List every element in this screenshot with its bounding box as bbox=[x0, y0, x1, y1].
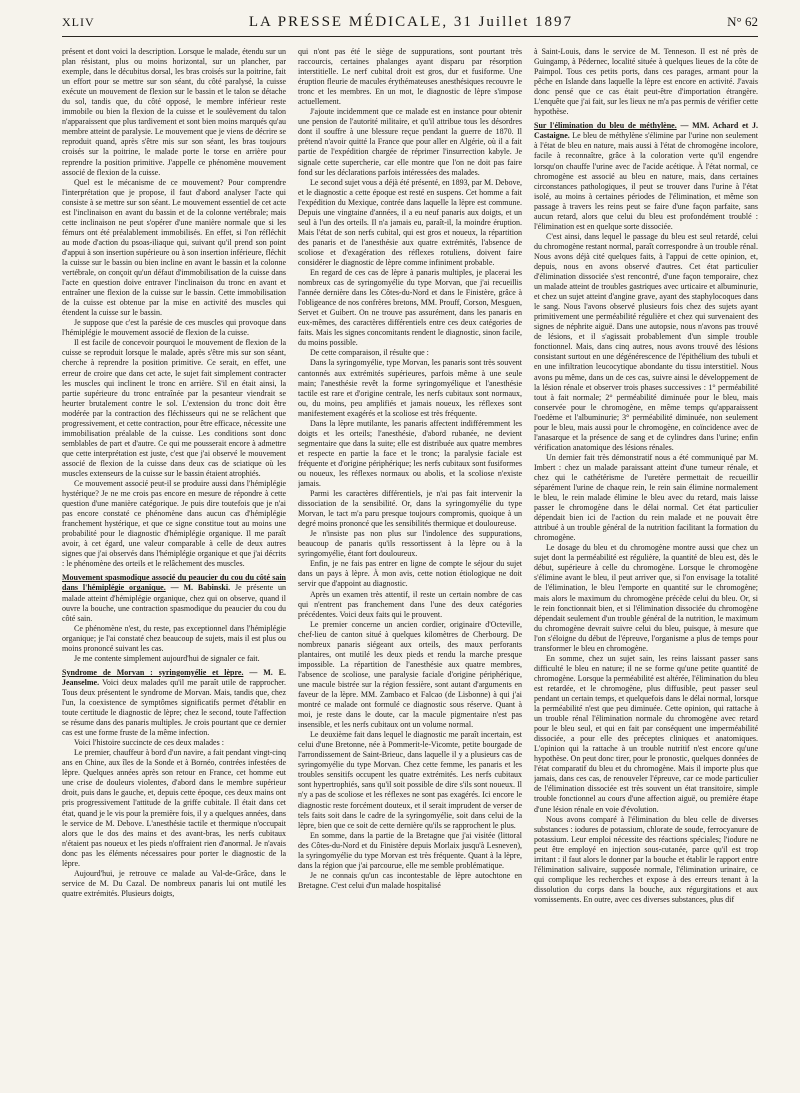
body-paragraph: Le dosage du bleu et du chromogène montre aussi que chez un sujet dont la perméabilité est régulière, la quantité de bleu est, dès le début, supérieure à celle du chromogène. Lorsque le chromogène s'élimine avant le bleu, il peut arriver que, si l'on envisage la totalité de l'élimination, le bleu l'emporte en quantité sur le chromogène; mais alors le maximum du chromogène précède celui du bleu. Or, si le rein fonctionnait bien, et si l'élimination dissociée du chromogène dépendait seulement d'un trouble général de la nutrition, le maximum du chromogène devrait suivre celui du bleu, puisque, à mesure que l'on s'éloigne du début de l'épreuve, l'organisme a plus de temps pour transformer le bleu en chromogène. bbox=[534, 543, 758, 653]
section-author: — MM. Achard et J. Castaigne. bbox=[534, 121, 758, 141]
page-roman-numeral: XLIV bbox=[62, 15, 95, 29]
issue-number: N° 62 bbox=[727, 14, 758, 29]
section-author: — M. E. Jeanselme. bbox=[62, 667, 286, 687]
body-paragraph: Parmi les caractères différentiels, je n'ai pas fait intervenir la dissociation de la sensibilité. Or, dans la syringomyélie du type Morvan, le tact m'a paru presque toujours compromis, quoique à un degré moins prononcé que les sensibilités thermique et douloureuse. bbox=[298, 489, 522, 529]
body-paragraph: Le deuxième fait dans lequel le diagnostic me paraît incertain, est celui d'une Bretonne, née à Pommerit-le-Vicomte, petite bourgade de l'arrondissement de Saint-Brieuc, dans laquelle il y a plusieurs cas de syringomyélie du type Morvan. Chez cette femme, les panaris et les troubles sensitifs occupent les quatre extrémités. Les nerfs cubitaux sont hypertrophiés, sans qu'il soit possible de dire s'ils sont noueux. Il n'y a pas de scoliose et les réflexes ne sont pas exagérés. Ici encore le diagnostic reste forcément douteux, et il serait imprudent de verser de tels faits soit dans le cadre de la syringomyélie, soit dans celui de la lèpre, bien que ce soit de cette dernière qu'ils se rapprochent le plus. bbox=[298, 730, 522, 830]
body-paragraph: Nous avons comparé à l'élimination du bleu celle de diverses substances : iodures de potassium, chlorate de soude, ferrocyanure de potassium. Leur emploi nécessite des réactions spéciales; l'iodure ne peut être employé en injection sous-cutanée, parce qu'il est trop irritant : il faut alors le donner par la bouche et établir le rapport entre l'élimination salivaire, supposée normale, l'élimination urinaire, ce qui complique les recherches et expose à des erreurs tenant à la dissolution du corps dans la bouche, aux régurgitations et aux vomissements. En outre, avec ces diverses substances, plus dif bbox=[534, 814, 758, 904]
body-paragraph: J'ajoute incidemment que ce malade est en instance pour obtenir une pension de l'autorité militaire, et qu'il attribue tous les désordres dont il souffre à une blessure reçue pendant la guerre de 1870. Il prétend n'avoir quitté la France que pour aller en Algérie, où il a fait partie de l'expédition chargée de réprimer l'insurrection kabyle. Je signale cette supercherie, car elle montre que l'on ne doit pas faire fond sur les déclarations parfois intéressées des malades. bbox=[298, 107, 522, 177]
section-body-text: Le bleu de méthylène s'élimine par l'urine non seulement à l'état de bleu en nature, mais aussi à l'état de chromogène incolore, facile à reconnaître, grâce à la coloration verte qu'il engendre lorsqu'on chauffe l'urine avec de l'acide acétique. À l'état normal, ce chromogène est associé au bleu en nature, mais, dans certaines circonstances pathologiques, il peut se trouver dans l'urine à l'état isolé, au moins à certaines périodes de l'élimination, et même son passage à travers les reins peut se faire d'une façon parfaite, sans aucun retard, alors que celui du bleu est profondément troublé : l'élimination est en quelque sorte dissociée. bbox=[534, 131, 758, 231]
section-body-text: Je présente un malade atteint d'hémiplégie organique, chez qui on observe, quand il ouvre la bouche, une contraction spasmodique du peaucier du cou du côté sain. bbox=[62, 583, 286, 623]
column-right bbox=[534, 47, 758, 1077]
body-paragraph: Dans la lèpre mutilante, les panaris affectent indifféremment les doigts et les orteils; l'anesthésie, d'abord rubanée, ne devient segmentaire que dans la suite; elle est distribuée aux quatre membres et respecte en partie la face et le tronc; la paralysie faciale est fréquente et d'origine périphérique; les nerfs cubitaux sont fusiformes ou noueux, les réflexes normaux ou abolis, et la scoliose n'existe jamais. bbox=[298, 418, 522, 489]
body-paragraph: En somme, chez un sujet sain, les reins laissant passer sans difficulté le bleu en nature; il ne se forme qu'une petite quantité de chromogène. Lorsque la perméabilité est altérée, l'élimination du bleu est retardée, et le chromogène, plus diffusible, peut passer seul pendant un certain temps, et quelquefois dans le délai normal, lorsque la perméabilité n'est que peu diminuée. Cette opinion, qui rattache à un trouble rénal l'élimination normale du chromogène avec retard pour le bleu seul, et qui en fait par conséquent une imperméabilité dissociée, a pour elle des préceptes cliniques et anatomiques. L'opinion qui la rattache à un trouble nutritif n'est encore qu'une hypothèse. On peut donc tirer, pour le pronostic, quelques données de l'état comparatif du bleu et du chromogène. Mais il importe plus que jamais, dans ces cas, de renouveler l'épreuve, car ce mode particulier de l'élimination dissociée est très souvent un état transitoire, simple trouble fonctionnel au cours d'une affection aiguë, ou première étape d'une lésion rénale en voie d'évolution. bbox=[534, 653, 758, 814]
text-columns bbox=[62, 47, 758, 1077]
section-title: Mouvement spasmodique associé du peaucier du cou du côté sain dans l'hémiplégie organique. bbox=[62, 573, 286, 593]
journal-title: LA PRESSE MÉDICALE, 31 Juillet 1897 bbox=[248, 14, 573, 30]
body-paragraph: Enfin, je ne fais pas entrer en ligne de compte le séjour du sujet dans un pays à lèpre. À mon avis, cette notion étiologique ne doit servir que d'appoint au diagnostic. bbox=[298, 559, 522, 589]
column-left bbox=[62, 47, 286, 1077]
body-paragraph: De cette comparaison, il résulte que : bbox=[310, 348, 429, 358]
section-title: Sur l'élimination du bleu de méthylène. bbox=[534, 121, 677, 131]
body-paragraph: Un dernier fait très démonstratif nous a été communiqué par M. Imbert : chez un malade paraissant atteint d'une tumeur rénale, et chez qui le cathétérisme de l'uretère permettait de recueillir séparément l'urine de chaque rein, le rein sain élimine normalement le bleu, le rein malade élimine le bleu avec du retard, mais laisse passer le chromogène dans le délai normal. Cet état particulier dépendait bien ici de l'action du rein malade et ne pouvait être attribué à un trouble général de la nutrition facilitant la formation du chromogène. bbox=[534, 452, 758, 543]
body-paragraph: à Saint-Louis, dans le service de M. Tenneson. Il est né près de Guingamp, à Pédernec, localité située à quelques lieues de la côte de Paimpol. Tous ces petits ports, dans ces parages, armant pour la pêche en Islande dans laquelle la lèpre est encore en activité. J'avais donc pensé que ce cas était peut-être d'importation étrangère. L'enquête que j'ai fait, sur les lieux ne m'a pas permis de vérifier cette hypothèse. bbox=[534, 47, 758, 117]
body-paragraph: Aujourd'hui, je retrouve ce malade au Val-de-Grâce, dans le service de M. Du Cazal. De nombreux panaris lui ont mutilé les quatre extrémités. Plusieurs doigts, bbox=[62, 868, 286, 898]
column-middle bbox=[298, 47, 522, 1077]
page-header bbox=[62, 14, 758, 37]
section-heading-paragraph bbox=[534, 121, 758, 232]
section-title: Syndrome de Morvan : syringomyélie et lèpre. bbox=[62, 667, 244, 677]
body-paragraph: Le premier concerne un ancien cordier, originaire d'Octeville, chef-lieu de canton situé à quelques kilomètres de Cherbourg. De nombreux panaris siégeant aux orteils, des maux perforants plantaires, ont mutilé les deux pieds et rendu la marche presque impossible. La répartition de l'anesthésie aux quatre membres, l'absence de scoliose, une paralysie faciale d'origine périphérique, une macule bistrée sur la région fessière, sont autant d'arguments en faveur de la lèpre. MM. Zambaco et Falcao (de Lisbonne) à qui j'ai montré ce malade ont formulé ce diagnostic sous réserve. Quant à moi, je reste dans le doute, car la macule pigmentaire n'est pas insensible, et les nerfs cubitaux ont un volume normal. bbox=[298, 619, 522, 730]
section-body-text: Voici deux malades qu'il me paraît utile de rapprocher. Tous deux présentent le syndrome de Morvan. Mais, tandis que, chez l'un, la coexistence de symptômes significatifs permet d'établir en toute certitude le diagnostic de lèpre; chez le second, toute l'affection se résume dans des panaris multiples. Je crois pourtant que ce dernier cas est une forme fruste de la même infection. bbox=[62, 677, 286, 738]
body-paragraph: Je suppose que c'est la parésie de ces muscles qui provoque dans l'hémiplégie le mouvement associé de flexion de la cuisse. bbox=[62, 318, 286, 338]
body-paragraph: En regard de ces cas de lèpre à panaris multiples, je placerai les nombreux cas de syringomyélie du type Morvan, que j'ai recueillis l'année dernière dans les Côtes-du-Nord et dans le Finistère, grâce à l'obligeance de nos confrères bretons, MM. Prouff, Corson, Mesguen, Servet et Guibert. On ne trouve pas assurément, dans les panaris en eux-mêmes, des caractères différentiels entre ces deux catégories de faits. Mais les signes concomitants rendent le diagnostic, sinon facile, du moins possible. bbox=[298, 268, 522, 348]
section-author: — M. Babinski. bbox=[170, 583, 231, 593]
body-paragraph: Je me contente simplement aujourd'hui de signaler ce fait. bbox=[74, 653, 260, 663]
body-paragraph: Après un examen très attentif, il reste un certain nombre de cas qui n'entrent pas franchement dans l'une des deux catégories précédentes. Voici deux faits qui le prouvent. bbox=[298, 589, 522, 619]
body-paragraph: Il est facile de concevoir pourquoi le mouvement de flexion de la cuisse se reproduit lorsque le malade, après s'être mis sur son séant, cherche à reprendre la position primitive. Ce serait, en effet, une erreur de croire que dans cet acte, le sujet fait simplement contracter les muscles qui inclinent le tronc en arrière. S'il en était ainsi, la partie supérieure du tronc entraînée par la pesanteur viendrait se heurter brutalement contre le sol. L'extension du tronc doit être modérée par la contraction des fléchisseurs qui ne se relâchent que progressivement, et cette contraction, pour être efficace, nécessite une immobilisation préalable de la cuisse. Les conditions sont donc semblables de part et d'autre. Ce qui me pousserait encore à admettre que cette interprétation est juste, c'est que j'ai observé le mouvement associé de flexion de la cuisse dans deux cas de sciatique où les muscles extenseurs de la cuisse sur le bassin étaient atrophiés. bbox=[62, 338, 286, 478]
body-paragraph: Ce mouvement associé peut-il se produire aussi dans l'hémiplégie hystérique? Je ne me crois pas encore en mesure de répondre à cette question d'une manière catégorique. Je puis dire toutefois que je n'ai pas encore constaté ce phénomène dans aucun cas d'hémiplégie franchement hystérique, et que ce signe constitue tout au moins une probabilité pour le diagnostic d'hémiplégie organique. Il me paraît avoir, à cet égard, une valeur comparable à celle de deux autres signes que j'ai observés dans l'hémiplégie organique et que j'ai décrits : le phénomène des orteils et le relâchement des muscles. bbox=[62, 479, 286, 569]
section-heading-paragraph bbox=[62, 573, 286, 623]
body-paragraph: Quel est le mécanisme de ce mouvement? Pour comprendre l'interprétation que je propose, il faut d'abord analyser l'acte qui consiste à se mettre sur son séant. Le mouvement essentiel de cet acte est l'inclinaison en avant du bassin et de la colonne vertébrale; mais cette inclinaison ne peut s'opérer d'une manière normale que si les fémurs ont été préalablement immobilisés. En effet, si l'on réfléchit au mode d'action du psoas-iliaque qui, suivant qu'il prend son point d'appui à son insertion supérieure ou à son insertion inférieure, fléchit la cuisse sur le bassin ou bien incline en avant le bassin et la colonne vertébrale, on conçoit qu'un défaut d'immobilisation de la cuisse dans l'acte en question doive entraver l'inclinaison du tronc en avant et entraîner une flexion de la cuisse sur le bassin. Cette immobilisation de la cuisse est obtenue par la mise en activité des muscles qui étendent la cuisse sur le bassin. bbox=[62, 177, 286, 318]
body-paragraph: Ce phénomène n'est, du reste, pas exceptionnel dans l'hémiplégie organique; je l'ai constaté chez beaucoup de sujets, mais il est plus ou moins prononcé suivant les cas. bbox=[62, 623, 286, 653]
body-paragraph: En somme, dans la partie de la Bretagne que j'ai visitée (littoral des Côtes-du-Nord et du Finistère depuis Morlaix jusqu'à Lesneven), la syringomyélie du type Morvan est très fréquente. Quant à la lèpre, dans la région que j'ai parcourue, elle me semble problématique. bbox=[298, 830, 522, 870]
body-paragraph: Je n'insiste pas non plus sur l'indolence des suppurations, beaucoup de panaris qu'ils ressortissent à la lèpre ou à la syringomyélie, étant fort douloureux. bbox=[298, 529, 522, 559]
body-paragraph: présent et dont voici la description. Lorsque le malade, étendu sur un plan résistant, plus ou moins horizontal, sur un plancher, par exemple, dans le décubitus dorsal, les bras croisés sur la poitrine, fait un effort pour se mettre sur son séant, du côté paralysé, la cuisse exécute un mouvement de flexion sur le bassin et le talon se détache du sol, tandis que, du côté opposé, le membre inférieur reste immobile ou bien la flexion de la cuisse et le soulèvement du talon n'apparaissent que plus tardivement et sont bien moins marqués qu'au membre atteint de paralysie. Le mouvement que je viens de décrire se reproduit quand, après s'être mis sur son séant, les bras toujours croisés sur la poitrine, le malade porte le torse en arrière pour reprendre la position primitive. J'appelle ce phénomène mouvement associé de flexion de la cuisse. bbox=[62, 47, 286, 177]
body-paragraph: qui n'ont pas été le siège de suppurations, sont pourtant très raccourcis, certaines phalanges ayant disparu par résorption interstitielle. Le nerf cubital droit est gros, dur et fusiforme. Une éruption fleurie de macules érythémateuses anesthésiques recouvre le tronc et les membres. En un mot, le diagnostic de lèpre s'impose actuellement. bbox=[298, 47, 522, 107]
section-heading-paragraph bbox=[62, 668, 286, 738]
body-paragraph: Je ne connais qu'un cas incontestable de lèpre autochtone en Bretagne. C'est celui d'un malade hospitalisé bbox=[298, 870, 522, 890]
body-paragraph: Le second sujet vous a déjà été présenté, en 1893, par M. Debove, et le diagnostic a cette époque est resté en suspens. Cet homme a fait l'expédition du Mexique, contrée dans laquelle la lèpre est commune. Depuis une vingtaine d'années, il a eu neuf panaris aux doigts, et un seul à l'un des orteils. Il n'a jamais eu, paraît-il, la moindre éruption. Mais l'état de son nerfs cubital, qui est gros et noueux, la répartition des panaris et de l'anesthésie aux quatre extrémités, l'absence de scoliose et d'exagération des réflexes rotuliens, doivent faire considérer le diagnostic de lèpre comme infiniment probable. bbox=[298, 177, 522, 267]
body-paragraph: Le premier, chauffeur à bord d'un navire, a fait pendant vingt-cinq ans en Chine, aux îles de la Sonde et à Bornéo, contrées infestées de lèpre. Quelques années après son retour en France, cet homme eut une crise de douleurs violentes, d'abord dans le membre supérieur droit, puis dans le gauche, et, depuis cette époque, ces deux mains ont pris progressivement l'attitude de la griffe cubitale. Il était dans cet état, quand je le vis pour la première fois, il y a quelques années, dans le service de M. Debove. L'anesthésie tactile et thermique n'occupait alors que le dos des mains et des avant-bras, les nerfs cubitaux n'étaient pas noueux et les pieds n'offraient rien d'anormal. Je n'avais donc pas les éléments nécessaires pour porter le diagnostic de la lèpre. bbox=[62, 748, 286, 868]
body-paragraph: C'est ainsi, dans lequel le passage du bleu est seul retardé, celui du chromogène restant normal, paraît correspondre à un trouble rénal. Nous avons déjà cité quelques faits, à l'appui de cette opinion, et, depuis, nous en avons observé d'autres. Cet état particulier d'élimination dissociée s'est rencontré, d'une façon temporaire, chez un malade atteint de troubles gastriques avec urticaire et albuminurie, et chez un sujet atteint d'angine grave, ayant des staphylocoques dans le sang. Nous l'avons observé plusieurs fois chez des sujets ayant primitivement une perméabilité régulière et chez qui survenaient des signes de néphrite aiguë. Dans une autopsie, nous n'avons pas trouvé de lésions, et il s'agissait probablement d'un simple trouble fonctionnel. Mais, dans cinq autres, nous avons trouvé des lésions consistant surtout en une dégénérescence de l'épithélium des tubuli et en une infiltration leucocytique abondante du tissu interstitiel. Nous avons pu même, dans un de ces cas, suivre ainsi le développement de la lésion rénale et observer trois phases successives : 1° perméabilité tout à fait normale; 2° perméabilité diminuée pour le bleu, mais conservée pour le chromogène, en même temps qu'apparaissent l'oedème et l'albuminurie; 3° perméabilité diminuée, non seulement pour le bleu, mais aussi pour le chromogène, en coïncidence avec de l'anasarque et la présence de sang et de cylindres dans l'urine; enfin vérification anatomique des lésions rénales. bbox=[534, 231, 758, 452]
body-paragraph: Dans la syringomyélie, type Morvan, les panaris sont très souvent cantonnés aux extrémités supérieures, parfois même à une seule main; l'anesthésie revêt la forme syringomyélique et l'anesthésie tactile est rare et d'origine centrale, les nerfs cubitaux sont normaux, ou, du moins, peu amplifiés et jamais noueux, les réflexes sont manifestement exagérés et la scoliose est très fréquente. bbox=[298, 358, 522, 418]
body-paragraph: Voici l'histoire succincte de ces deux malades : bbox=[74, 738, 224, 748]
